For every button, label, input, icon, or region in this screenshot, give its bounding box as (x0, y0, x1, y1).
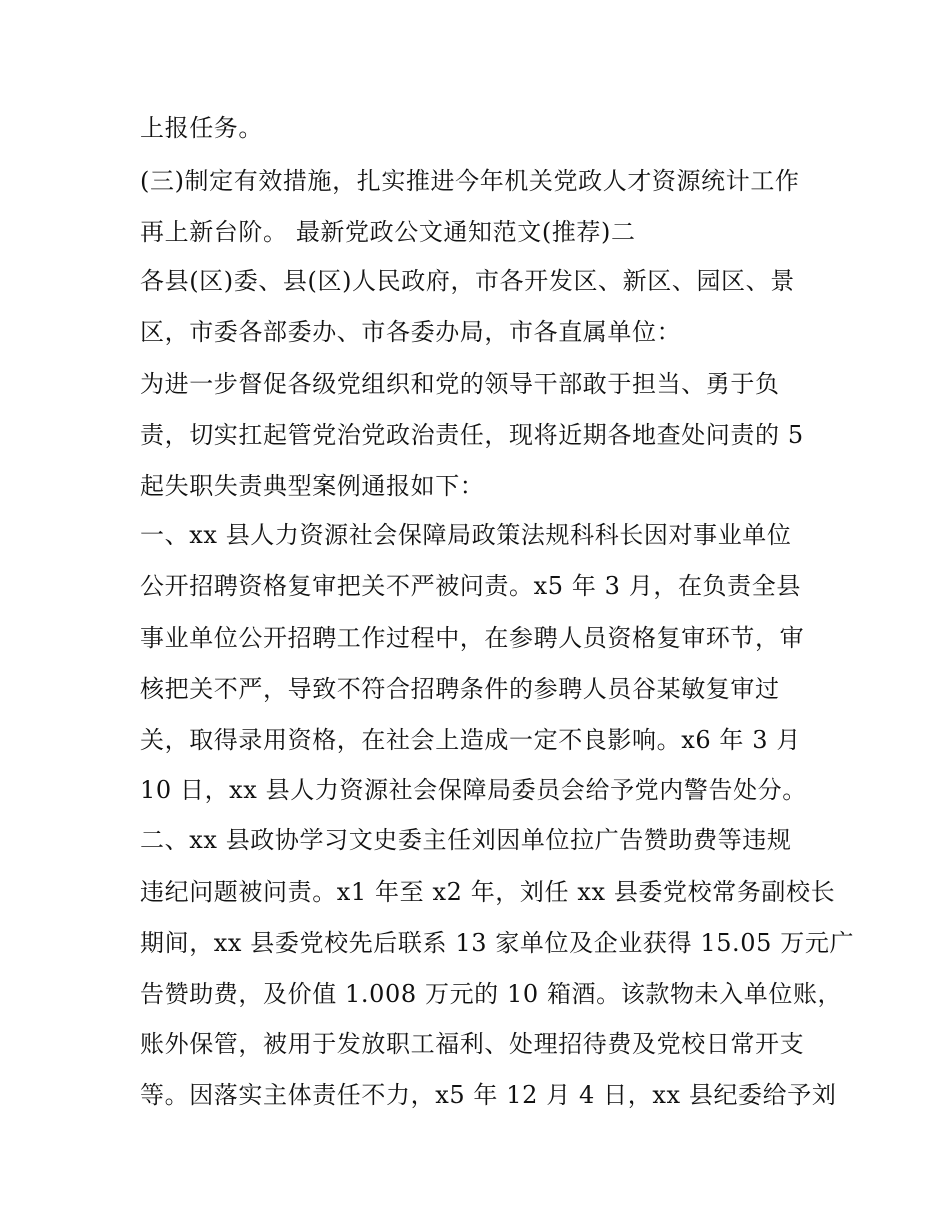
text-line: 告赞助费，及价值 1.008 万元的 10 箱酒。该款物未入单位账， (140, 980, 843, 1008)
text-line: 各县(区)委、县(区)人民政府，市各开发区、新区、园区、景 (140, 267, 795, 295)
text-line: 再上新台阶。 最新党政公文通知范文(推荐)二 (140, 218, 636, 246)
text-line: 为进一步督促各级党组织和党的领导干部敢于担当、勇于负 (140, 370, 780, 398)
text-line: 二、xx 县政协学习文史委主任刘因单位拉广告赞助费等违规 (140, 826, 792, 854)
text-line: 一、xx 县人力资源社会保障局政策法规科科长因对事业单位 (140, 521, 792, 549)
text-line: 起失职失责典型案例通报如下： (140, 472, 485, 500)
text-line: 公开招聘资格复审把关不严被问责。x5 年 3 月，在负责全县 (140, 572, 801, 600)
text-line: 区，市委各部委办、市各委办局，市各直属单位： (140, 318, 682, 346)
text-line: 违纪问题被问责。x1 年至 x2 年，刘任 xx 县委党校常务副校长 (140, 878, 836, 906)
text-line: 上报任务。 (140, 114, 263, 142)
text-line: 期间，xx 县委党校先后联系 13 家单位及企业获得 15.05 万元广 (140, 929, 855, 957)
text-line: 10 日，xx 县人力资源社会保障局委员会给予党内警告处分。 (140, 776, 807, 804)
text-line: 事业单位公开招聘工作过程中，在参聘人员资格复审环节，审 (140, 624, 805, 652)
text-line: 核把关不严，导致不符合招聘条件的参聘人员谷某敏复审过 (140, 675, 780, 703)
text-line: 账外保管，被用于发放职工福利、处理招待费及党校日常开支 (140, 1030, 805, 1058)
text-line: 等。因落实主体责任不力，x5 年 12 月 4 日，xx 县纪委给予刘 (140, 1081, 837, 1109)
text-line: 责，切实扛起管党治党政治责任，现将近期各地查处问责的 5 (140, 421, 804, 449)
text-line: 关，取得录用资格，在社会上造成一定不良影响。x6 年 3 月 (140, 726, 801, 754)
text-line: (三)制定有效措施，扎实推进今年机关党政人才资源统计工作 (140, 167, 800, 195)
